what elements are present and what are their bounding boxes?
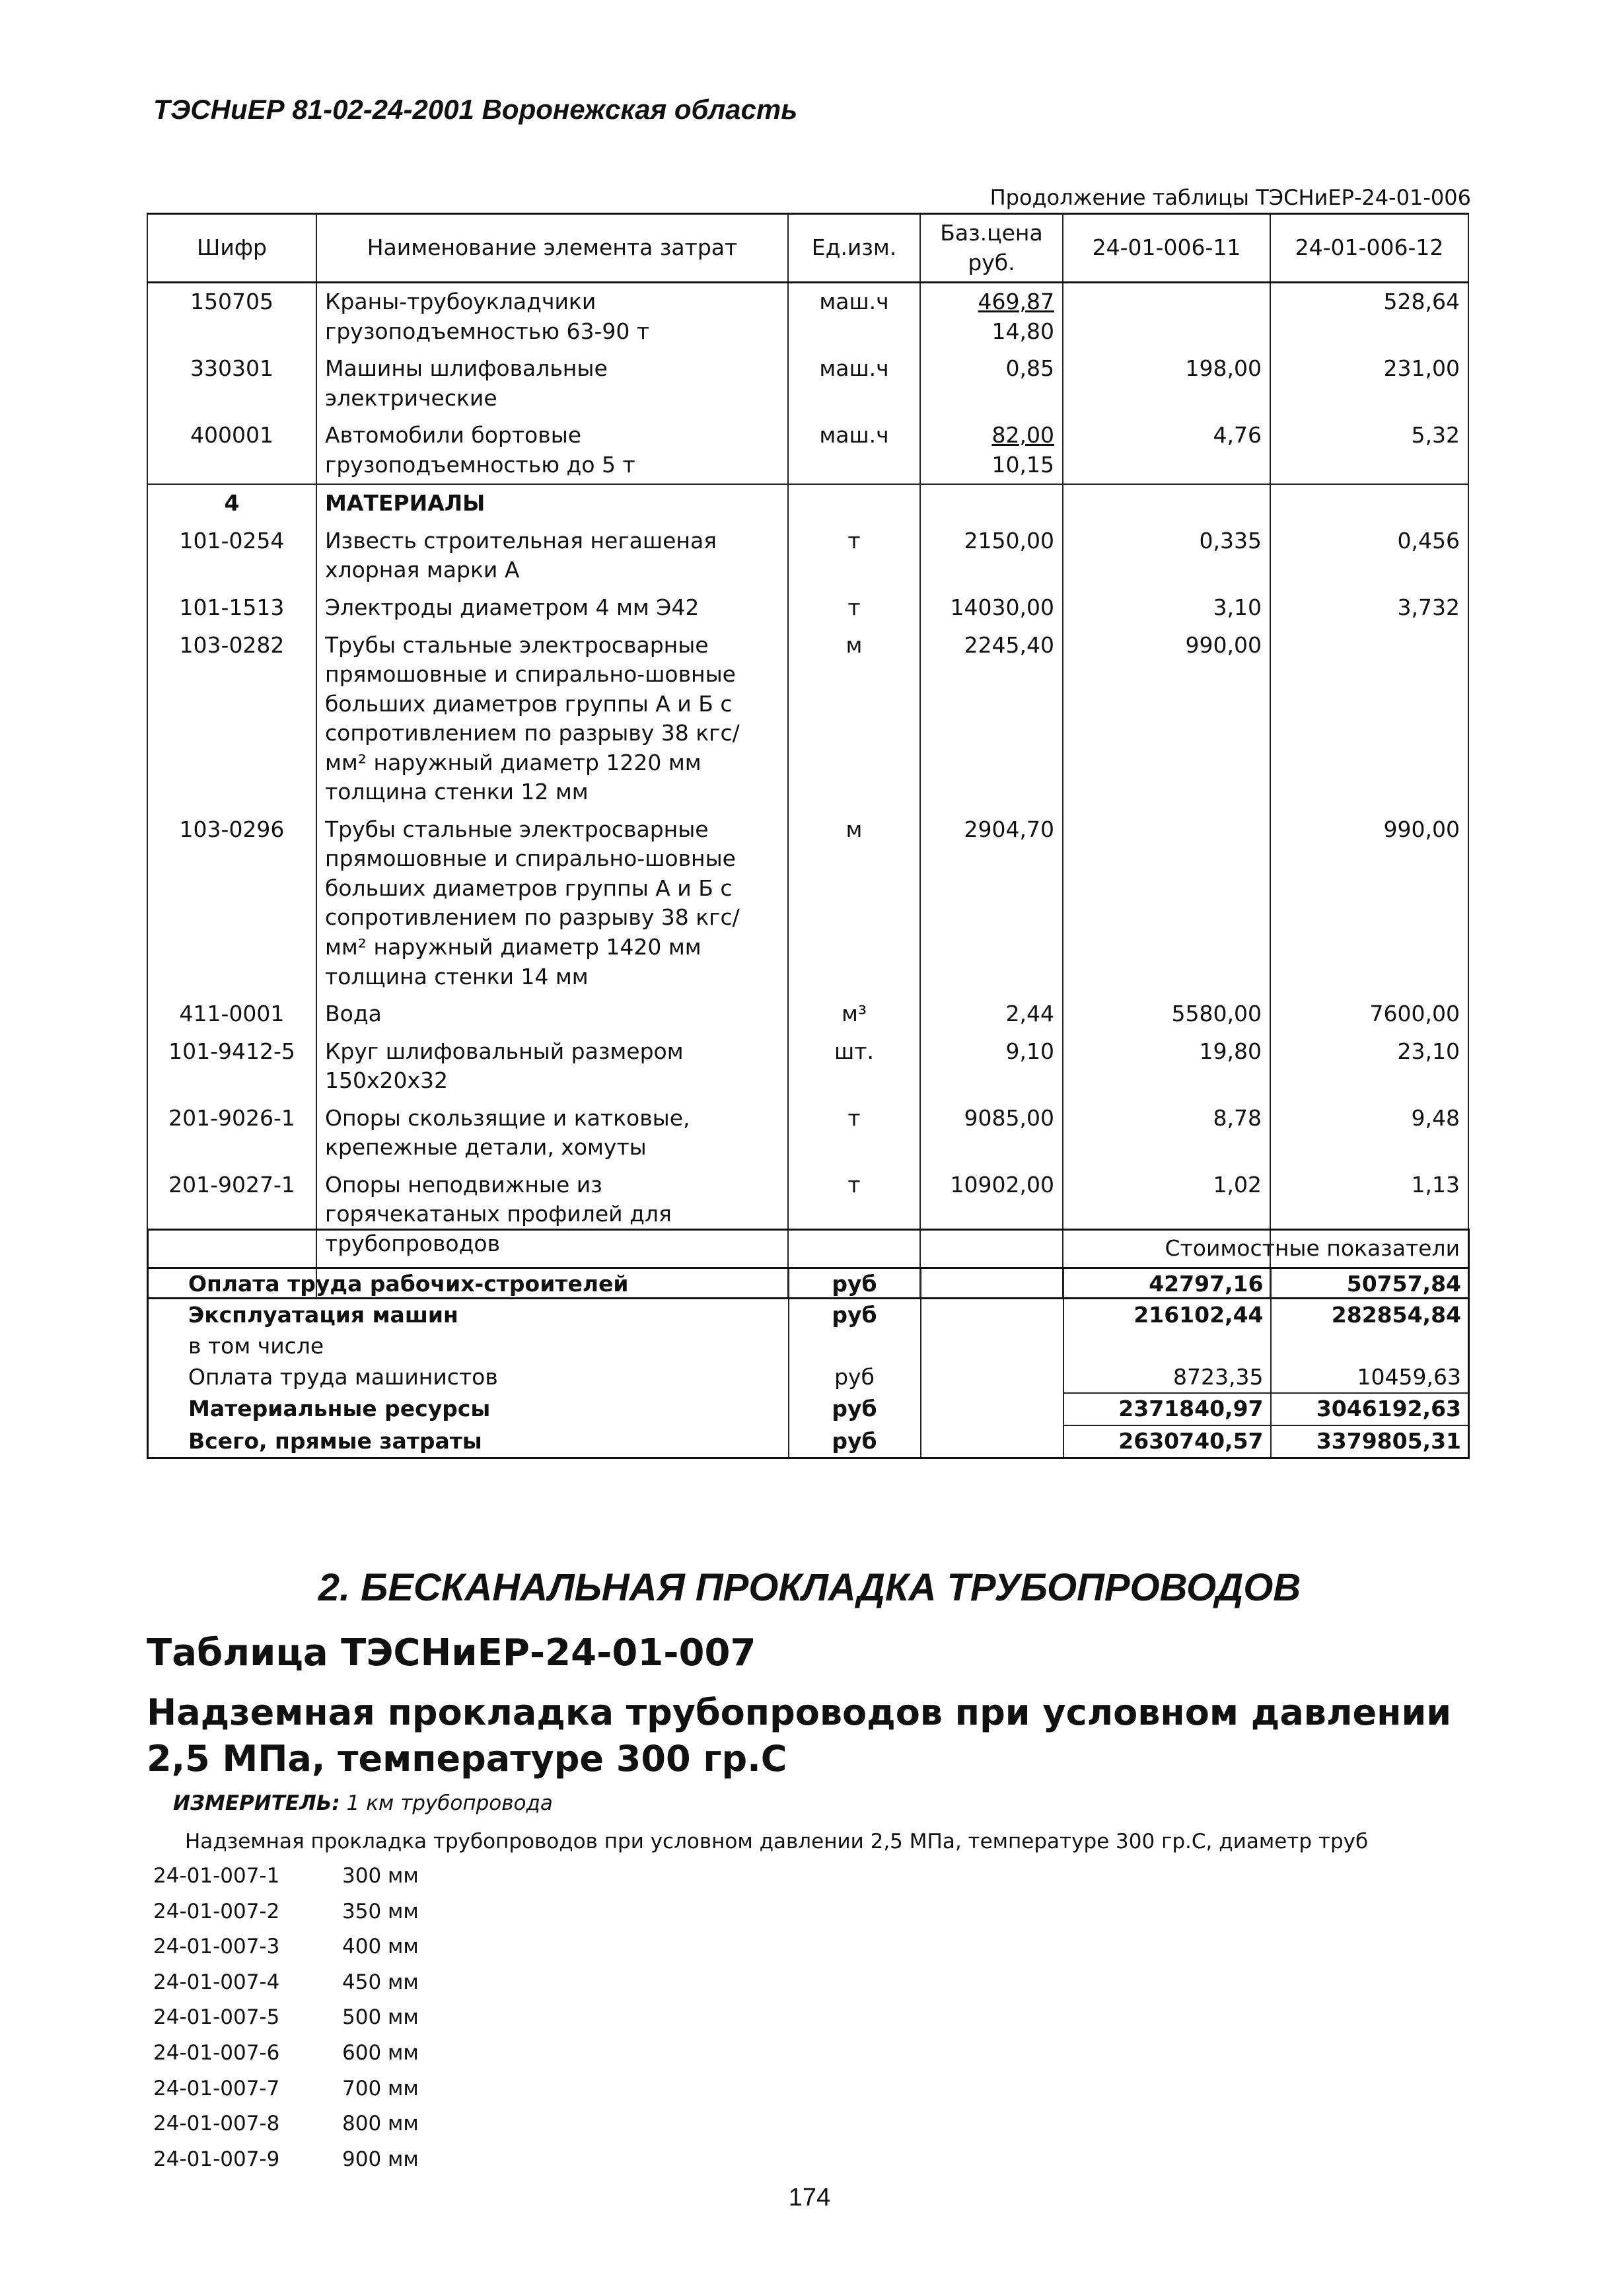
table-row xyxy=(147,350,1468,417)
row-code: 103-0296 xyxy=(147,811,316,995)
row-v2: 23,10 xyxy=(1270,1033,1468,1100)
position-code: 24-01-007-2 xyxy=(153,1899,280,1923)
header-unit: Ед.изм. xyxy=(788,214,920,283)
row-code: 330301 xyxy=(147,350,316,417)
header-code: Шифр xyxy=(147,214,316,283)
cost-caption: Стоимостные показатели xyxy=(148,1230,1469,1268)
row-name: Известь строительная негашеная хлорная марки А xyxy=(316,522,788,589)
section-code: 4 xyxy=(147,484,316,522)
header-col2: 24-01-006-12 xyxy=(1270,214,1468,283)
table-row xyxy=(147,522,1468,589)
cost-v2 xyxy=(1271,1331,1469,1362)
row-v2: 1,13 xyxy=(1270,1166,1468,1263)
row-v1: 4,76 xyxy=(1063,417,1270,484)
row-name: Опоры неподвижные из горячекатаных профилей для трубопроводов xyxy=(316,1166,788,1263)
list-item xyxy=(153,2147,419,2183)
list-item xyxy=(153,1935,419,1970)
row-name: Трубы стальные электросварные прямошовные и спирально-шовные больших диаметров группы А и Б с сопротивлением по разрыву 38 кгс/мм² наружный диаметр 1420 мм толщина стенки 14 мм xyxy=(316,811,788,995)
cost-label: Эксплуатация машин xyxy=(148,1300,789,1331)
cost-caption-row xyxy=(148,1230,1469,1268)
cost-blank xyxy=(921,1331,1063,1362)
cost-blank xyxy=(921,1362,1063,1394)
row-unit: шт. xyxy=(788,1033,920,1100)
row-v2 xyxy=(1270,627,1468,811)
measure-value: 1 км трубопровода xyxy=(346,1791,553,1815)
table-row xyxy=(147,1100,1468,1166)
cost-summary-table xyxy=(147,1229,1470,1459)
row-v1 xyxy=(1063,811,1270,995)
row-unit: маш.ч xyxy=(788,417,920,484)
row-code: 411-0001 xyxy=(147,995,316,1033)
row-name: Краны-трубоукладчики грузоподъемностью 63-90 т xyxy=(316,283,788,351)
list-item xyxy=(153,2077,419,2112)
row-code: 201-9027-1 xyxy=(147,1166,316,1263)
cost-v1: 2371840,97 xyxy=(1063,1393,1271,1425)
measure-label: ИЗМЕРИТЕЛЬ: xyxy=(173,1791,340,1815)
row-name: Машины шлифовальные электрические xyxy=(316,350,788,417)
position-size: 300 мм xyxy=(342,1864,419,1888)
cost-unit: руб xyxy=(789,1393,921,1425)
position-code: 24-01-007-1 xyxy=(153,1864,280,1888)
row-v1: 8,78 xyxy=(1063,1100,1270,1166)
row-price: 2904,70 xyxy=(920,811,1063,995)
row-unit: маш.ч xyxy=(788,350,920,417)
position-code: 24-01-007-3 xyxy=(153,1935,280,1959)
position-size: 700 мм xyxy=(342,2076,419,2100)
row-code: 150705 xyxy=(147,283,316,351)
row-v1: 1,02 xyxy=(1063,1166,1270,1263)
description: Надземная прокладка трубопроводов при условном давлении 2,5 МПа, температуре 300 гр.С, диаметр труб xyxy=(185,1830,1369,1853)
list-item xyxy=(153,2005,419,2041)
row-price: 10902,00 xyxy=(920,1166,1063,1263)
cost-blank xyxy=(921,1393,1063,1425)
position-code: 24-01-007-5 xyxy=(153,2005,280,2030)
row-code: 201-9026-1 xyxy=(147,1100,316,1166)
cost-v2: 3046192,63 xyxy=(1271,1393,1469,1425)
row-code: 101-9412-5 xyxy=(147,1033,316,1100)
row-v2: 3,732 xyxy=(1270,589,1468,627)
positions-list xyxy=(153,1864,419,2182)
list-item xyxy=(153,1970,419,2006)
cost-label: Оплата труда машинистов xyxy=(148,1362,789,1394)
section-unit xyxy=(788,484,920,522)
page-number: 174 xyxy=(788,2184,831,2211)
row-price: 2,44 xyxy=(920,995,1063,1033)
price-wage-value: 14,80 xyxy=(991,318,1054,344)
price-wage-value: 10,15 xyxy=(991,451,1054,478)
table-row xyxy=(147,283,1468,351)
cost-row xyxy=(148,1362,1469,1394)
section-v2 xyxy=(1270,484,1468,522)
cost-v1: 8723,35 xyxy=(1063,1362,1271,1394)
row-v1: 990,00 xyxy=(1063,627,1270,811)
position-size: 400 мм xyxy=(342,1935,419,1959)
header-price: Баз.цена руб. xyxy=(920,214,1063,283)
row-unit: т xyxy=(788,522,920,589)
row-unit: маш.ч xyxy=(788,283,920,351)
table-title: Надземная прокладка трубопроводов при условном давлении 2,5 МПа, температуре 300 гр.С xyxy=(147,1692,1452,1780)
measure-line xyxy=(173,1791,553,1815)
cost-row xyxy=(148,1393,1469,1425)
row-name: Опоры скользящие и катковые, крепежные детали, хомуты xyxy=(316,1100,788,1166)
row-price xyxy=(920,417,1063,484)
cost-v1 xyxy=(1063,1331,1271,1362)
cost-row xyxy=(148,1331,1469,1362)
row-price xyxy=(920,283,1063,351)
table-row xyxy=(147,1033,1468,1100)
table-row xyxy=(147,417,1468,484)
row-price: 9,10 xyxy=(920,1033,1063,1100)
row-name: Автомобили бортовые грузоподъемностью до 5 т xyxy=(316,417,788,484)
row-v1: 0,335 xyxy=(1063,522,1270,589)
cost-label: Оплата труда рабочих-строителей xyxy=(148,1268,789,1299)
table-continuation-caption: Продолжение таблицы ТЭСНиЕР-24-01-006 xyxy=(989,185,1471,210)
row-name: Трубы стальные электросварные прямошовные и спирально-шовные больших диаметров группы А и Б с сопротивлением по разрыву 38 кгс/мм² наружный диаметр 1220 мм толщина стенки 12 мм xyxy=(316,627,788,811)
cost-v1: 216102,44 xyxy=(1063,1300,1271,1331)
list-item xyxy=(153,2041,419,2077)
cost-row xyxy=(148,1268,1469,1299)
row-v2: 7600,00 xyxy=(1270,995,1468,1033)
cost-v2: 3379805,31 xyxy=(1271,1425,1469,1458)
cost-v2: 10459,63 xyxy=(1271,1362,1469,1394)
position-size: 800 мм xyxy=(342,2112,419,2136)
row-unit: т xyxy=(788,1166,920,1263)
table-header-row xyxy=(147,214,1468,283)
row-code: 101-1513 xyxy=(147,589,316,627)
position-size: 900 мм xyxy=(342,2147,419,2171)
list-item xyxy=(153,1900,419,1935)
section-row xyxy=(147,484,1468,522)
row-v2: 5,32 xyxy=(1270,417,1468,484)
row-v2: 0,456 xyxy=(1270,522,1468,589)
section-title: 2. БЕСКАНАЛЬНАЯ ПРОКЛАДКА ТРУБОПРОВОДОВ xyxy=(318,1566,1301,1609)
section-name: МАТЕРИАЛЫ xyxy=(316,484,788,522)
list-item xyxy=(153,1864,419,1900)
price-value: 82,00 xyxy=(991,422,1054,448)
position-code: 24-01-007-6 xyxy=(153,2040,280,2065)
row-code: 400001 xyxy=(147,417,316,484)
cost-v1: 2630740,57 xyxy=(1063,1425,1271,1458)
cost-unit: руб xyxy=(789,1268,921,1299)
row-price: 0,85 xyxy=(920,350,1063,417)
table-row xyxy=(147,627,1468,811)
row-name: Вода xyxy=(316,995,788,1033)
page-header: ТЭСНиЕР 81-02-24-2001 Воронежская область xyxy=(153,94,798,125)
cost-blank xyxy=(921,1300,1063,1331)
cost-blank xyxy=(921,1425,1063,1458)
cost-v2: 50757,84 xyxy=(1271,1268,1469,1299)
header-col1: 24-01-006-11 xyxy=(1063,214,1270,283)
table-row xyxy=(147,995,1468,1033)
cost-label: Материальные ресурсы xyxy=(148,1393,789,1425)
row-v1: 5580,00 xyxy=(1063,995,1270,1033)
resource-table xyxy=(147,213,1469,1299)
cost-v2: 282854,84 xyxy=(1271,1300,1469,1331)
cost-unit: руб xyxy=(789,1425,921,1458)
position-code: 24-01-007-4 xyxy=(153,1970,280,1994)
table-row xyxy=(147,811,1468,995)
row-v1: 3,10 xyxy=(1063,589,1270,627)
position-code: 24-01-007-8 xyxy=(153,2112,280,2136)
row-v2: 231,00 xyxy=(1270,350,1468,417)
header-name: Наименование элемента затрат xyxy=(316,214,788,283)
row-v2: 528,64 xyxy=(1270,283,1468,351)
table-row xyxy=(147,589,1468,627)
cost-label: Всего, прямые затраты xyxy=(148,1425,789,1458)
cost-unit: руб xyxy=(789,1300,921,1331)
cost-label: в том числе xyxy=(148,1331,789,1362)
cost-unit xyxy=(789,1331,921,1362)
row-v2: 9,48 xyxy=(1270,1100,1468,1166)
position-size: 350 мм xyxy=(342,1899,419,1923)
section-price xyxy=(920,484,1063,522)
cost-row xyxy=(148,1425,1469,1458)
row-v2: 990,00 xyxy=(1270,811,1468,995)
row-code: 103-0282 xyxy=(147,627,316,811)
price-value: 469,87 xyxy=(978,289,1054,315)
row-name: Круг шлифовальный размером 150х20х32 xyxy=(316,1033,788,1100)
row-price: 2150,00 xyxy=(920,522,1063,589)
section-v1 xyxy=(1063,484,1270,522)
list-item xyxy=(153,2112,419,2147)
position-code: 24-01-007-9 xyxy=(153,2147,280,2171)
row-v1: 19,80 xyxy=(1063,1033,1270,1100)
position-code: 24-01-007-7 xyxy=(153,2076,280,2100)
row-code: 101-0254 xyxy=(147,522,316,589)
row-unit: м xyxy=(788,811,920,995)
cost-unit: руб xyxy=(789,1362,921,1394)
position-size: 600 мм xyxy=(342,2040,419,2065)
cost-blank xyxy=(921,1268,1063,1299)
position-size: 450 мм xyxy=(342,1970,419,1994)
row-v1: 198,00 xyxy=(1063,350,1270,417)
row-unit: т xyxy=(788,1100,920,1166)
row-v1 xyxy=(1063,283,1270,351)
row-unit: м³ xyxy=(788,995,920,1033)
table-name: Таблица ТЭСНиЕР-24-01-007 xyxy=(147,1632,756,1674)
row-price: 14030,00 xyxy=(920,589,1063,627)
position-size: 500 мм xyxy=(342,2005,419,2030)
row-unit: т xyxy=(788,589,920,627)
row-price: 2245,40 xyxy=(920,627,1063,811)
cost-v1: 42797,16 xyxy=(1063,1268,1271,1299)
row-price: 9085,00 xyxy=(920,1100,1063,1166)
row-unit: м xyxy=(788,627,920,811)
row-name: Электроды диаметром 4 мм Э42 xyxy=(316,589,788,627)
cost-row xyxy=(148,1300,1469,1331)
